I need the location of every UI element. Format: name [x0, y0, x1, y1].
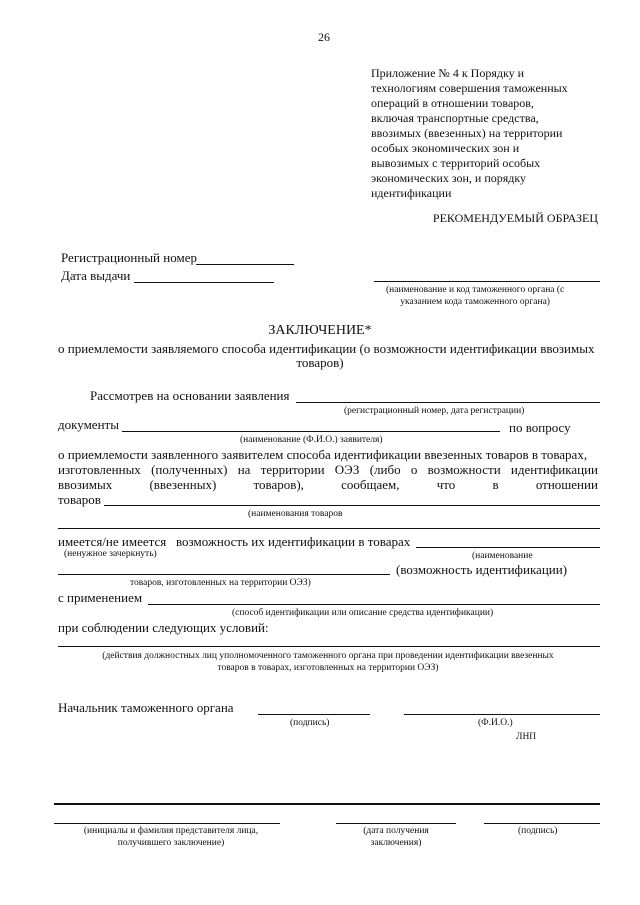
conditions-label: при соблюдении следующих условий:	[58, 620, 269, 635]
page-number: 26	[318, 30, 330, 44]
sample-label: РЕКОМЕНДУЕМЫЙ ОБРАЗЕЦ	[432, 211, 598, 225]
goods-field[interactable]	[104, 505, 600, 506]
representative-caption: (инициалы и фамилия представителя лица, получившего заключение)	[83, 826, 259, 848]
final-signature-caption: (подпись)	[518, 826, 558, 836]
applicant-field[interactable]	[122, 431, 500, 432]
body-line-1: о приемлемости заявленного заявителем способа идентификации ввезенных товаров в товарах,	[58, 447, 588, 462]
final-signature-field[interactable]	[484, 823, 600, 824]
appendix-line: ввозимых (ввезенных) на территории	[371, 126, 563, 140]
application-field[interactable]	[296, 402, 600, 403]
actions-caption: (действия должностных лиц уполномоченного таможенного органа при проведении идентификации ввезенных товаров в товарах, изготовленных на территории ОЭЗ)	[102, 651, 554, 673]
appendix-line: экономических зон, и порядку	[371, 171, 527, 185]
documents-label: документы	[58, 417, 119, 432]
goods-made-caption: товаров, изготовленных на территории ОЭЗ)	[130, 578, 311, 588]
question-label: по вопросу	[509, 420, 571, 435]
chief-fio-field[interactable]	[404, 714, 600, 715]
issue-date-label: Дата выдачи	[61, 268, 131, 283]
receive-date-caption: (дата получения заключения)	[363, 826, 429, 848]
chief-label: Начальник таможенного органа	[58, 700, 234, 715]
appendix-block	[371, 66, 568, 201]
body-line-3: ввозимых (ввезенных) товаров), сообщаем, что в отношении	[58, 477, 598, 492]
strike-caption: (ненужное зачеркнуть)	[64, 549, 157, 559]
exists-label: имеется/не имеется	[58, 534, 167, 549]
method-field[interactable]	[148, 604, 600, 605]
conditions-field[interactable]	[58, 646, 600, 647]
customs-body-field[interactable]	[374, 281, 600, 282]
representative-field[interactable]	[54, 823, 280, 824]
method-caption: (способ идентификации или описание средства идентификации)	[232, 608, 494, 618]
lnp-label: ЛНП	[516, 732, 537, 742]
appendix-line: особых экономических зон и	[371, 141, 520, 155]
body-line-2: изготовленных (полученных) на территории ОЭЗ (либо о возможности идентификации	[58, 462, 598, 477]
applying-label: с применением	[58, 590, 143, 605]
applicant-caption: (наименование (Ф.И.О.) заявителя)	[240, 435, 383, 445]
goods-made-field[interactable]	[58, 574, 390, 575]
appendix-line: Приложение № 4 к Порядку и	[371, 66, 525, 80]
goods-name-field[interactable]	[416, 547, 600, 548]
bottom-separator	[54, 803, 600, 805]
appendix-line: операций в отношении товаров,	[371, 96, 534, 110]
goods-caption: (наименования товаров	[248, 509, 343, 519]
considered-label: Рассмотрев на основании заявления	[90, 388, 290, 403]
reg-number-label: Регистрационный номер	[61, 250, 197, 265]
reg-caption: (регистрационный номер, дата регистрации)	[344, 406, 525, 416]
reg-number-field[interactable]	[196, 264, 294, 265]
customs-body-caption: (наименование и код таможенного органа (с указанием кода таможенного органа)	[386, 285, 565, 307]
document-subtitle-1: о приемлемости заявляемого способа идентификации (о возможности идентификации ввозимых	[58, 341, 595, 356]
chief-signature-field[interactable]	[258, 714, 370, 715]
appendix-line: идентификации	[371, 186, 452, 200]
appendix-line: включая транспортные средства,	[371, 111, 539, 125]
goods-field-continued[interactable]	[58, 528, 600, 529]
receive-date-field[interactable]	[336, 823, 456, 824]
appendix-line: технологиям совершения таможенных	[371, 81, 568, 95]
document-subtitle-2: товаров)	[296, 355, 344, 370]
issue-date-field[interactable]	[134, 282, 274, 283]
fio-caption: (Ф.И.О.)	[478, 718, 513, 728]
appendix-line: вывозимых с территорий особых	[371, 156, 541, 170]
document-title: ЗАКЛЮЧЕНИЕ*	[268, 323, 372, 338]
goods-label: товаров	[58, 492, 101, 507]
name-caption: (наименование	[472, 551, 533, 561]
possibility-label: возможность их идентификации в товарах	[176, 534, 411, 549]
signature-caption: (подпись)	[290, 718, 330, 728]
possibility-paren: (возможность идентификации)	[396, 562, 568, 577]
